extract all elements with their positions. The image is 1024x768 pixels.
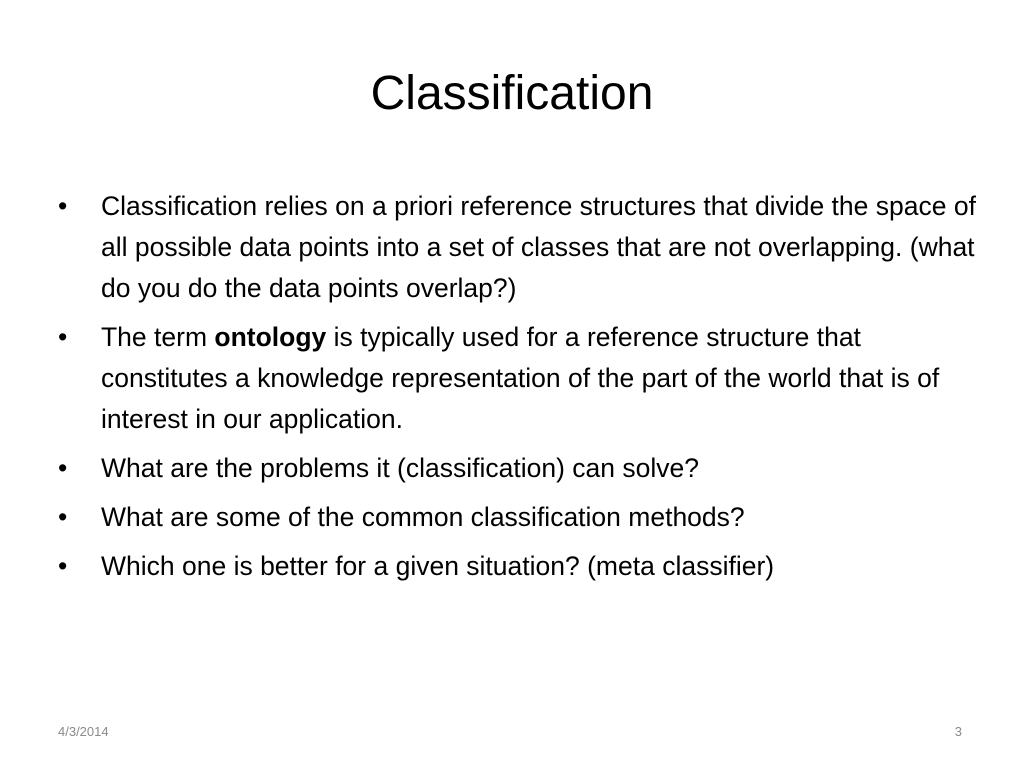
bullet-text: Classification relies on a priori reference structures that divide the space of all possible data points into a set of classes that are not overlapping. (what do you do the data points overlap?) — [101, 191, 976, 303]
bullet-text: Which one is better for a given situation? (meta classifier) — [101, 551, 775, 581]
bullet-bold-term: ontology — [214, 322, 327, 352]
bullet-marker: • — [58, 551, 68, 581]
bullet-item — [58, 317, 978, 440]
bullet-marker: • — [58, 453, 68, 483]
slide-title: Classification — [370, 67, 654, 120]
bullet-item — [58, 546, 978, 587]
bullet-text — [101, 322, 939, 434]
bullet-marker: • — [58, 322, 68, 352]
bullet-item — [58, 497, 978, 538]
footer-date: 4/3/2014 — [58, 724, 109, 739]
bullet-text: What are some of the common classification methods? — [101, 502, 745, 532]
bullet-text: What are the problems it (classification) can solve? — [101, 453, 699, 483]
bullet-item — [58, 186, 978, 309]
footer-page-number: 3 — [954, 724, 962, 739]
bullet-item — [58, 448, 978, 489]
bullet-text-before: The term — [101, 322, 215, 352]
bullet-marker: • — [58, 502, 68, 532]
bullet-list — [58, 186, 978, 595]
bullet-text-after: is typically used for a reference structure that constitutes a knowledge representation of the part of the world that is of interest in our application. — [101, 322, 940, 434]
bullet-marker: • — [58, 191, 68, 221]
